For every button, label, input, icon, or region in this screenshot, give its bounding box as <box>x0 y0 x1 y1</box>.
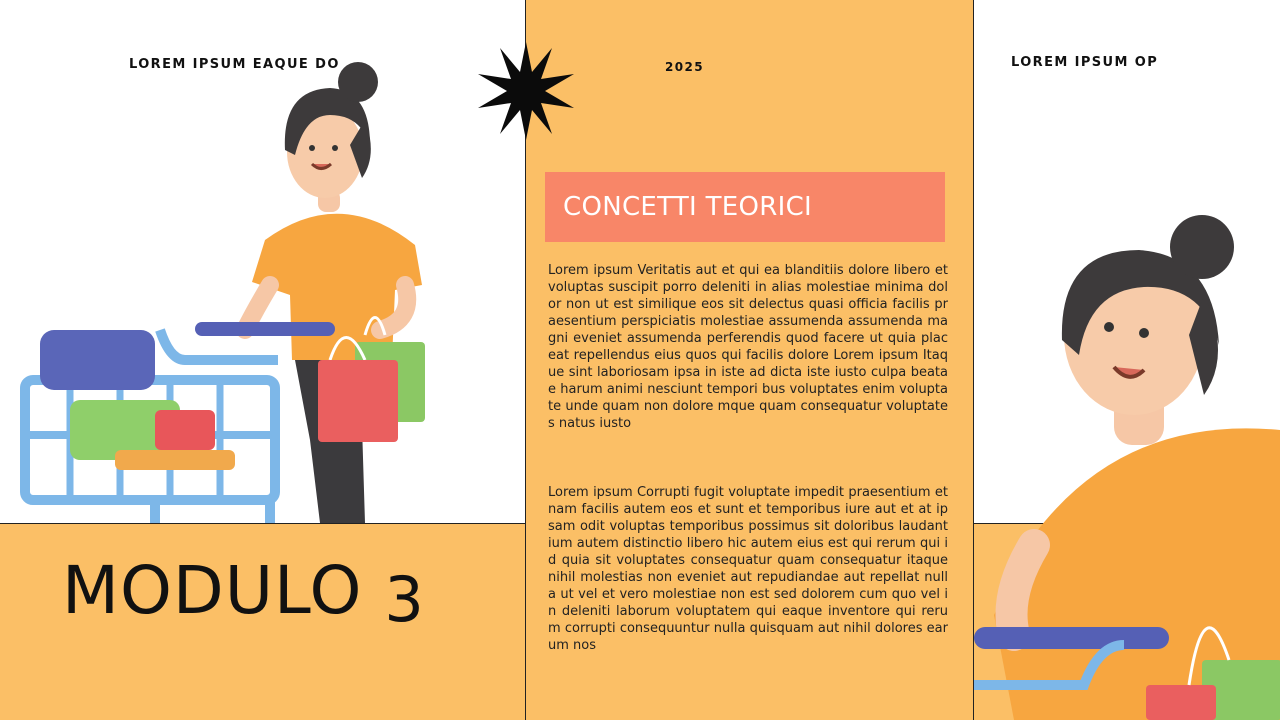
module-word: MODULO <box>62 552 363 629</box>
section-title-box <box>545 172 945 242</box>
section-title: CONCETTI TEORICI <box>563 192 813 222</box>
right-header-label: LOREM IPSUM OP <box>1011 55 1159 70</box>
body-paragraph-1: Lorem ipsum Veritatis aut et qui ea blanditiis dolore libero et voluptas suscipit porro deleniti in alias molestiae minima dolor non ut est similique eos sit delectus quasi officia facilis praesentium perspiciatis molestiae assumenda assumenda magni eveniet assumenda perferendis quod facere ut quia placeat repellendus eius quos qui facilis dolore Lorem ipsum Itaque sint laboriosam ipsa in iste ad dicta iste iusto culpa beatae harum animi nesciunt tempori bus voluptates enim voluptate unde quam non dolore mque quam consequatur voluptates natus iusto <box>548 263 948 431</box>
shopper-with-cart-illustration <box>20 60 440 523</box>
left-header-label: LOREM IPSUM EAQUE DO <box>129 57 340 72</box>
starburst-icon <box>478 42 574 140</box>
year-label: 2025 <box>665 60 704 74</box>
module-number: 3 <box>384 563 425 636</box>
module-heading <box>62 552 425 636</box>
shopper-closeup-illustration <box>974 215 1280 720</box>
body-paragraph-2: Lorem ipsum Corrupti fugit voluptate impedit praesentium et nam facilis autem eos et sunt et temporibus iure aut et at ipsam odit voluptas temporibus possimus sit doloribus laudantium autem distinctio libero hic autem eius est qui rerum qui id quia sit voluptates consequatur quam consequatur itaque nihil molestias non eveniet aut repudiandae aut repellat nulla ut vel et vero molestiae non est sed dolorem cum quo vel in deleniti laborum voluptatem qui eaque inventore qui rerum corrupti consequuntur nulla quisquam aut nihil dolores earum nos <box>548 485 948 653</box>
